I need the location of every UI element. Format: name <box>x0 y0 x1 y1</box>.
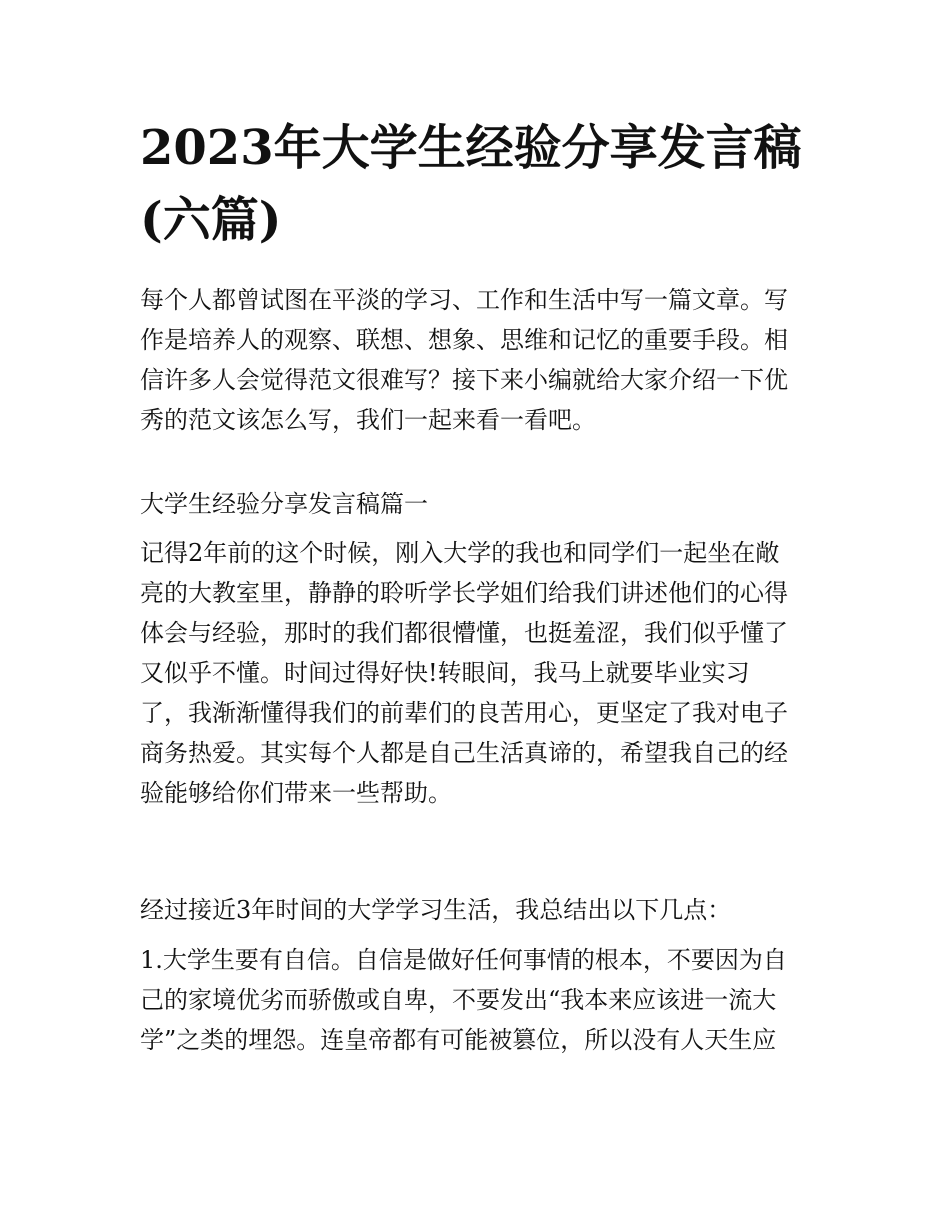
text-line: 又似乎不懂。时间过得好快!转眼间，我马上就要毕业实习 <box>140 659 750 687</box>
title-line: (六篇) <box>140 192 282 248</box>
text-line: 记得2年前的这个时候，刚入大学的我也和同学们一起坐在敞 <box>140 539 780 567</box>
list-item-paragraph <box>140 940 820 1060</box>
document-title <box>140 112 820 256</box>
text-line: 学”之类的埋怨。连皇帝都有可能被篡位，所以没有人天生应 <box>140 1026 777 1054</box>
text-line: 验能够给你们带来一些帮助。 <box>140 779 452 807</box>
text-line: 己的家境优劣而骄傲或自卑，不要发出“我本来应该进一流大 <box>140 986 777 1014</box>
text-line: 每个人都曾试图在平淡的学习、工作和生活中写一篇文章。写 <box>140 286 788 314</box>
text-line: 1.大学生要有自信。自信是做好任何事情的根本，不要因为自 <box>140 946 787 974</box>
title-line: 2023年大学生经验分享发言稿 <box>140 120 802 176</box>
text-line: 亮的大教室里，静静的聆听学长学姐们给我们讲述他们的心得 <box>140 579 788 607</box>
text-line: 商务热爱。其实每个人都是自己生活真谛的，希望我自己的经 <box>140 739 788 767</box>
intro-paragraph <box>140 280 820 440</box>
section-heading <box>140 484 820 524</box>
text-line: 体会与经验，那时的我们都很懵懂，也挺羞涩，我们似乎懂了 <box>140 619 788 647</box>
text-line: 信许多人会觉得范文很难写？接下来小编就给大家介绍一下优 <box>140 366 788 394</box>
text-line: 作是培养人的观察、联想、想象、思维和记忆的重要手段。相 <box>140 326 788 354</box>
text-line: 了，我渐渐懂得我们的前辈们的良苦用心，更坚定了我对电子 <box>140 699 788 727</box>
text-line: 大学生经验分享发言稿篇一 <box>140 490 428 518</box>
body-paragraph <box>140 890 820 930</box>
text-line: 秀的范文该怎么写，我们一起来看一看吧。 <box>140 406 596 434</box>
body-paragraph <box>140 533 820 813</box>
text-line: 经过接近3年时间的大学学习生活，我总结出以下几点： <box>140 896 732 924</box>
